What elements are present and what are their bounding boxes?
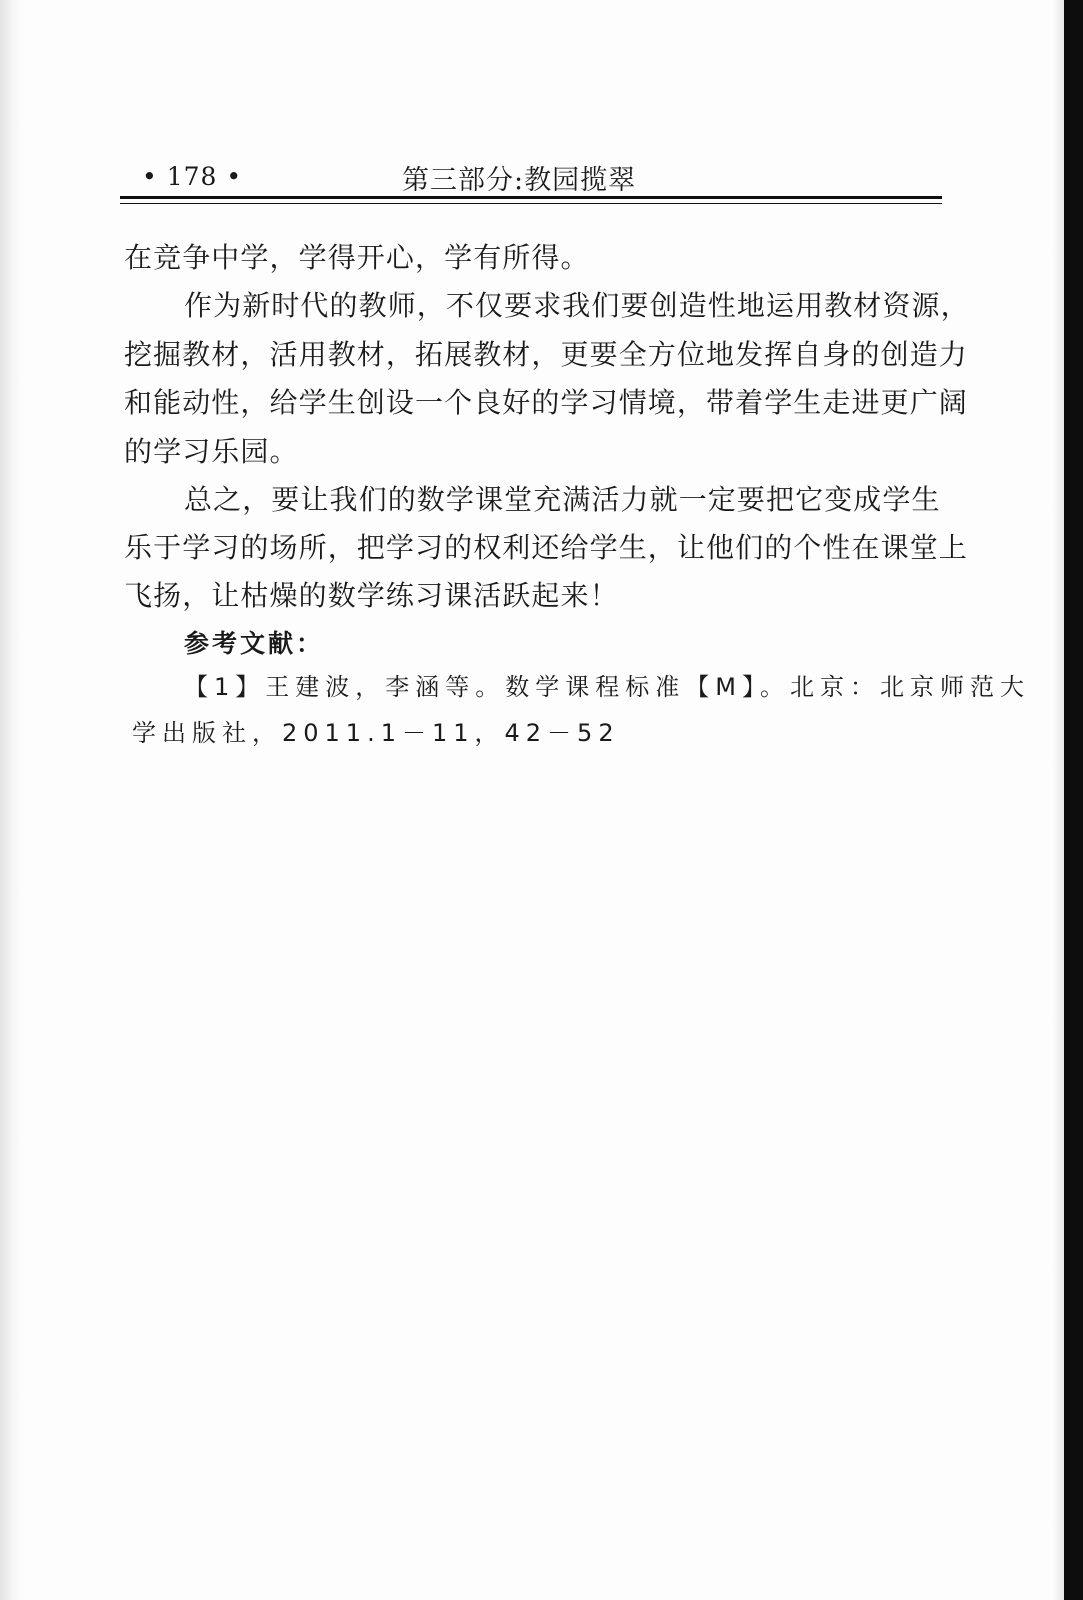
header-rule-thick	[120, 196, 942, 199]
body-line: 作为新时代的教师，不仅要求我们要创造性地运用教材资源，	[184, 289, 970, 322]
reference-line: 学出版社，2011.1－11，42－52	[132, 719, 620, 747]
references-heading: 参考文献：	[184, 629, 325, 658]
reference-line: 【1】王建波，李涵等。数学课程标准【M】。北京：北京师范大	[184, 673, 1030, 701]
body-line: 总之，要让我们的数学课堂充满活力就一定要把它变成学生	[184, 483, 941, 516]
header-rule-thin	[120, 203, 942, 204]
body-line: 飞扬，让枯燥的数学练习课活跃起来！	[124, 579, 619, 612]
running-head: 第三部分:教园揽翠	[402, 165, 637, 196]
body-line: 的学习乐园。	[124, 435, 299, 468]
page-right-shadow	[1052, 0, 1064, 1600]
body-line: 挖掘教材，活用教材，拓展教材，更要全方位地发挥自身的创造力	[124, 338, 968, 371]
body-line: 和能动性，给学生创设一个良好的学习情境，带着学生走进更广阔	[124, 386, 968, 419]
page-header	[122, 158, 942, 198]
page-number: • 178 •	[142, 162, 243, 191]
page-left-shadow	[0, 0, 22, 1600]
body-line: 乐于学习的场所，把学习的权利还给学生，让他们的个性在课堂上	[124, 531, 968, 564]
body-line: 在竞争中学，学得开心，学有所得。	[124, 241, 590, 274]
scanner-border	[1064, 0, 1083, 1600]
